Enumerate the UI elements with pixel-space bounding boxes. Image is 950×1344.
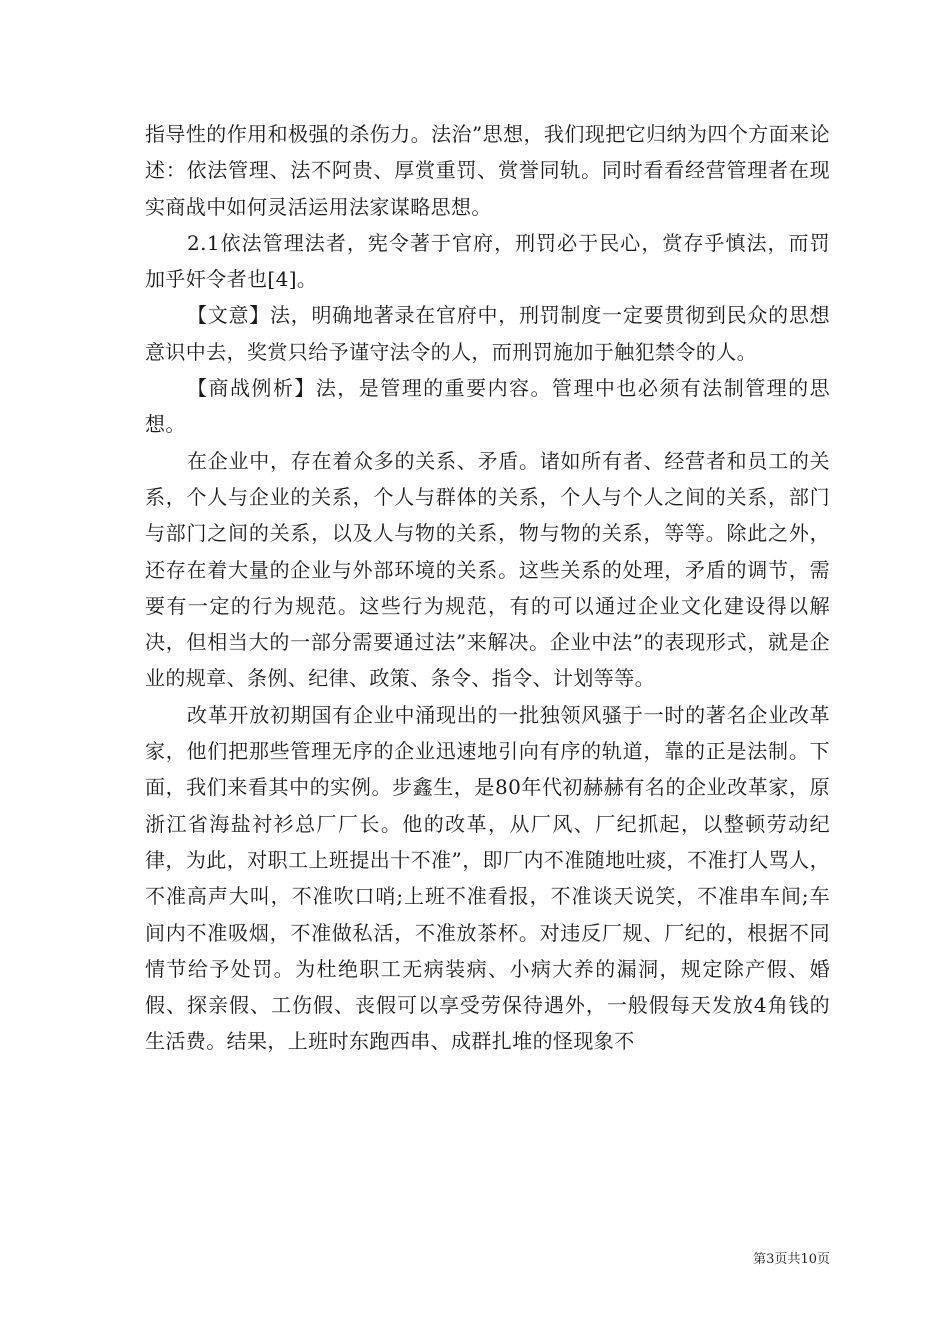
document-body: [145, 116, 830, 1060]
paragraph-6: 改革开放初期国有企业中涌现出的一批独领风骚于一时的著名企业改革家，他们把那些管理无序的企业迅速地引向有序的轨道，靠的正是法制。下面，我们来看其中的实例。步鑫生，是80年代初赫赫有名的企业改革家，原浙江省海盐衬衫总厂厂长。他的改革，从厂风、厂纪抓起，以整顿劳动纪律，为此，对职工上班提出十不准”，即厂内不准随地吐痰，不准打人骂人，不准高声大叫，不准吹口哨;上班不准看报，不准谈天说笑，不准串车间;车间内不准吸烟，不准做私活，不准放茶杯。对违反厂规、厂纪的，根据不同情节给予处罚。为杜绝职工无病装病、小病大养的漏洞，规定除产假、婚假、探亲假、工伤假、丧假可以享受劳保待遇外，一般假每天发放4角钱的生活费。结果，上班时东跑西串、成群扎堆的怪现象不: [145, 702, 830, 1054]
paragraph-5: 在企业中，存在着众多的关系、矛盾。诸如所有者、经营者和员工的关系，个人与企业的关系，个人与群体的关系，个人与个人之间的关系，部门与部门之间的关系，以及人与物的关系，物与物的关系，等等。除此之外，还存在着大量的企业与外部环境的关系。这些关系的处理，矛盾的调节，需要有一定的行为规范。这些行为规范，有的可以通过企业文化建设得以解决，但相当大的一部分需要通过法”来解决。企业中法”的表现形式，就是企业的规章、条例、纪律、政策、条令、指令、计划等等。: [145, 448, 830, 691]
paragraph-4-case-analysis: 【商战例析】法，是管理的重要内容。管理中也必须有法制管理的思想。: [145, 376, 830, 437]
page-number-footer: 第3页共10页: [753, 1252, 830, 1267]
paragraph-3-meaning: 【文意】法，明确地著录在官府中，刑罚制度一定要贯彻到民众的思想意识中去，奖赏只给予谨守法令的人，而刑罚施加于触犯禁令的人。: [145, 303, 830, 364]
paragraph-2-section-heading: 2.1依法管理法者，宪令著于官府，刑罚必于民心，赏存乎慎法，而罚加乎奸令者也[4]。: [145, 230, 830, 292]
paragraph-1: 指导性的作用和极强的杀伤力。法治”思想，我们现把它归纳为四个方面来论述：依法管理、法不阿贵、厚赏重罚、赏誉同轨。同时看看经营管理者在现实商战中如何灵活运用法家谋略思想。: [145, 122, 830, 219]
